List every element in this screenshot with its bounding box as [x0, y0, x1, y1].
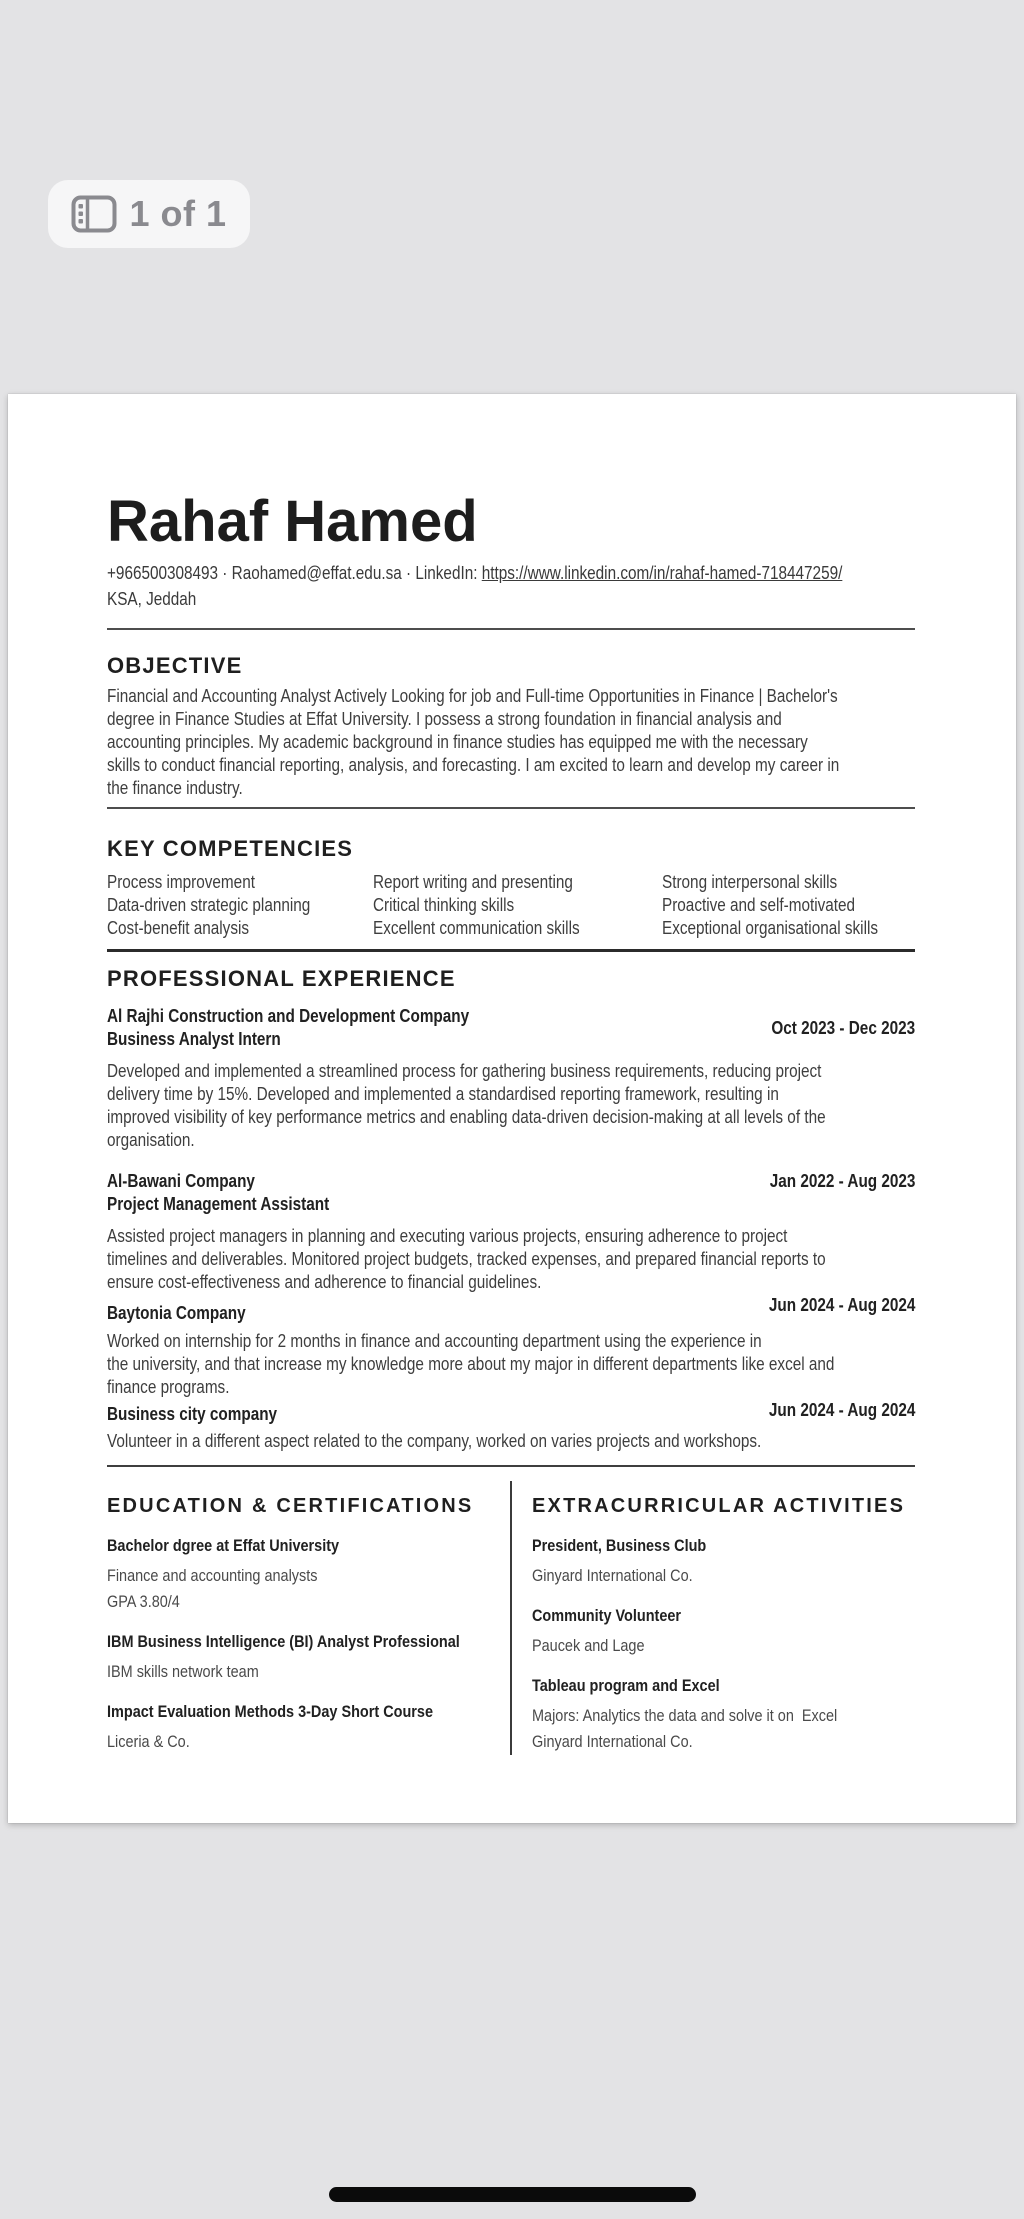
job-company-role [107, 1399, 307, 1426]
job-description-line: Worked on internship for 2 months in finance and accounting department using the experience in [107, 1331, 762, 1351]
linkedin-link[interactable]: https://www.linkedin.com/in/rahaf-hamed-718447259/ [481, 563, 843, 583]
extracurricular-entry [532, 1605, 915, 1659]
extracurricular-heading: EXTRACURRICULAR ACTIVITIES [532, 1495, 906, 1517]
job-dates: Jun 2024 - Aug 2024 [768, 1295, 915, 1315]
education-entry [107, 1535, 500, 1615]
section-divider-bold [107, 949, 915, 952]
job-description-line: the university, and that increase my knowledge more about my major in different departments like excel and [107, 1354, 835, 1374]
bottom-columns [107, 1481, 915, 1755]
resume-page [8, 394, 1016, 1823]
extracurricular-entry [532, 1535, 915, 1589]
objective-line: skills to conduct financial reporting, analysis, and forecasting. I am excited to learn and develop my career in [107, 755, 840, 775]
extracurricular-entry [532, 1675, 915, 1755]
extracurricular-entry-title: Tableau program and Excel [532, 1676, 720, 1695]
extracurricular-column [512, 1481, 915, 1755]
resume-name: Rahaf Hamed [107, 489, 478, 554]
extracurricular-entry-line: Ginyard International Co. [532, 1566, 693, 1585]
education-entry [107, 1701, 500, 1755]
contact-line [107, 560, 843, 586]
pages-panel-icon [71, 194, 117, 234]
competency-item: Strong interpersonal skills [662, 872, 838, 892]
job-description-line: organisation. [107, 1130, 195, 1150]
education-entry-line: Finance and accounting analysts [107, 1566, 318, 1585]
job-company-role [107, 1170, 368, 1216]
home-indicator[interactable] [329, 2187, 696, 2202]
page-count-label: 1 of 1 [129, 193, 227, 234]
competency-item: Data-driven strategic planning [107, 895, 311, 915]
job-description-line: Assisted project managers in planning and executing various projects, ensuring adherence to project [107, 1226, 788, 1246]
competency-item: Report writing and presenting [373, 872, 573, 892]
job-company: Baytonia Company [107, 1303, 246, 1323]
education-entry-title: IBM Business Intelligence (BI) Analyst Professional [107, 1632, 460, 1651]
education-entry-title: Impact Evaluation Methods 3-Day Short Course [107, 1702, 433, 1721]
objective-line: the finance industry. [107, 778, 243, 798]
job-role: Business Analyst Intern [107, 1029, 281, 1049]
job-dates: Oct 2023 - Dec 2023 [771, 1017, 915, 1038]
job-description-line: delivery time by 15%. Developed and implemented a standardised reporting framework, resulting in [107, 1084, 779, 1104]
job-description-line: improved visibility of key performance metrics and enabling data-driven decision-making at all levels of the [107, 1107, 826, 1127]
objective-heading: OBJECTIVE [107, 653, 243, 678]
job-description-line: Volunteer in a different aspect related to the company, worked on varies projects and workshops. [107, 1431, 762, 1451]
education-entry-line: IBM skills network team [107, 1662, 259, 1681]
section-divider [107, 628, 915, 630]
job-company: Business city company [107, 1404, 278, 1424]
job-dates: Jan 2022 - Aug 2023 [769, 1171, 915, 1191]
objective-line: Financial and Accounting Analyst Actively Looking for job and Full-time Opportunities in Finance | Bachelor's [107, 686, 838, 706]
education-entry-line: Liceria & Co. [107, 1732, 190, 1751]
contact-separator-dot: · [406, 563, 412, 583]
job-description-line: Developed and implemented a streamlined process for gathering business requirements, reducing project [107, 1061, 822, 1081]
competency-item: Proactive and self-motivated [662, 895, 856, 915]
job-company-role [107, 1294, 270, 1325]
competency-item: Process improvement [107, 872, 255, 892]
extracurricular-entry-line: Paucek and Lage [532, 1636, 645, 1655]
job-header [107, 1170, 915, 1216]
phone-number: +966500308493 [107, 563, 219, 583]
job-description [107, 1430, 915, 1453]
location: KSA, Jeddah [107, 589, 197, 609]
job-company: Al Rajhi Construction and Development Company [107, 1006, 470, 1026]
education-entry-title: Bachelor dgree at Effat University [107, 1536, 340, 1555]
job-description-line: finance programs. [107, 1377, 230, 1397]
page-count-pill[interactable] [48, 180, 250, 248]
extracurricular-entry-line: Ginyard International Co. [532, 1732, 693, 1751]
education-heading: EDUCATION & CERTIFICATIONS [107, 1495, 474, 1517]
competency-item: Excellent communication skills [373, 918, 580, 938]
objective-line: accounting principles. My academic background in finance studies has equipped me with the necessary [107, 732, 808, 752]
competency-item: Critical thinking skills [373, 895, 515, 915]
job-dates: Jun 2024 - Aug 2024 [768, 1400, 915, 1420]
extracurricular-entry-title: Community Volunteer [532, 1606, 682, 1625]
experience-heading: PROFESSIONAL EXPERIENCE [107, 966, 456, 991]
job-header [107, 1399, 915, 1426]
key-competencies-grid [107, 871, 915, 940]
job-description [107, 1060, 915, 1152]
objective-paragraph [107, 685, 915, 800]
section-divider [107, 807, 915, 809]
section-divider [107, 1465, 915, 1467]
education-column [107, 1481, 510, 1755]
linkedin-label: LinkedIn: [415, 563, 478, 583]
job-description-line: ensure cost-effectiveness and adherence to financial guidelines. [107, 1272, 542, 1292]
job-header [107, 1005, 915, 1051]
contact-separator-dot: · [222, 563, 228, 583]
job-company-role [107, 1005, 533, 1051]
competency-item: Cost-benefit analysis [107, 918, 250, 938]
job-description-line: timelines and deliverables. Monitored project budgets, tracked expenses, and prepared financial reports to [107, 1249, 826, 1269]
job-header [107, 1294, 915, 1325]
competency-item: Exceptional organisational skills [662, 918, 879, 938]
job-description [107, 1330, 915, 1399]
job-company: Al-Bawani Company [107, 1171, 255, 1191]
extracurricular-entry-line: Majors: Analytics the data and solve it on Excel [532, 1706, 838, 1725]
email-address: Raohamed@effat.edu.sa [231, 563, 402, 583]
job-role: Project Management Assistant [107, 1194, 330, 1214]
extracurricular-entry-title: President, Business Club [532, 1536, 707, 1555]
education-entry [107, 1631, 500, 1685]
job-description [107, 1225, 915, 1294]
objective-line: degree in Finance Studies at Effat University. I possess a strong foundation in financial analysis and [107, 709, 782, 729]
key-competencies-heading: KEY COMPETENCIES [107, 836, 354, 861]
education-entry-line: GPA 3.80/4 [107, 1592, 180, 1611]
